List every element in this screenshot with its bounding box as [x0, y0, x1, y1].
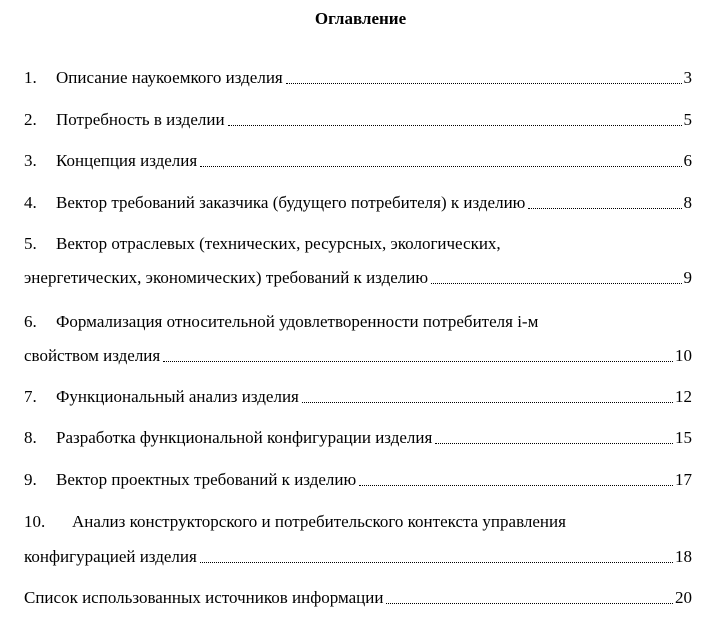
toc-entry-9[interactable]: [24, 469, 692, 491]
page-title: Оглавление: [314, 9, 407, 28]
entry-number: 10.: [24, 512, 46, 531]
entry-page-number: 20: [675, 588, 692, 607]
entry-title: Концепция изделия: [56, 151, 198, 170]
entry-title: Формализация относительной удовлетворенности потребителя i-м: [56, 312, 539, 331]
entry-page-number: 17: [675, 470, 692, 489]
entry-page-number: 3: [683, 68, 692, 87]
entry-title-continuation: свойством изделия: [24, 346, 161, 365]
toc-entry-6-continuation[interactable]: [24, 345, 692, 367]
toc-entry-references[interactable]: [24, 587, 692, 609]
entry-number: 1.: [24, 68, 37, 87]
dot-leader: [163, 360, 673, 362]
toc-entry-6[interactable]: [24, 311, 692, 333]
entry-title: Потребность в изделии: [56, 110, 225, 129]
entry-page-number: 6: [683, 151, 692, 170]
toc-entry-1[interactable]: [24, 67, 692, 89]
dot-leader: [431, 282, 681, 284]
dot-leader: [228, 124, 682, 126]
entry-number: 7.: [24, 387, 37, 406]
entry-page-number: 12: [675, 387, 692, 406]
entry-page-number: 10: [675, 346, 692, 365]
toc-entry-10-continuation[interactable]: [24, 546, 692, 568]
entry-number: 2.: [24, 110, 37, 129]
entry-title: Анализ конструкторского и потребительского контекста управления: [72, 512, 566, 531]
entry-number: 3.: [24, 151, 37, 170]
dot-leader: [200, 561, 673, 563]
toc-entry-7[interactable]: [24, 386, 692, 408]
entry-title-continuation: конфигурацией изделия: [24, 547, 197, 566]
entry-title: Вектор отраслевых (технических, ресурсных, экологических,: [56, 234, 501, 253]
entry-title: Вектор требований заказчика (будущего потребителя) к изделию: [56, 193, 526, 212]
entry-number: 6.: [24, 312, 37, 331]
entry-page-number: 8: [683, 193, 692, 212]
dot-leader: [200, 165, 681, 167]
entry-number: 8.: [24, 428, 37, 447]
entry-title: Вектор проектных требований к изделию: [56, 470, 357, 489]
entry-title: Разработка функциональной конфигурации изделия: [56, 428, 433, 447]
toc-entry-3[interactable]: [24, 150, 692, 172]
dot-leader: [286, 82, 682, 84]
toc-entry-5[interactable]: [24, 233, 692, 255]
toc-entry-8[interactable]: [24, 427, 692, 449]
toc-entry-2[interactable]: [24, 109, 692, 131]
toc-entry-4[interactable]: [24, 192, 692, 214]
entry-title: Описание наукоемкого изделия: [56, 68, 283, 87]
dot-leader: [528, 207, 681, 209]
dot-leader: [386, 602, 673, 604]
entry-page-number: 9: [683, 268, 692, 287]
toc-entry-10[interactable]: [24, 511, 692, 533]
dot-leader: [435, 442, 673, 444]
entry-number: 4.: [24, 193, 37, 212]
entry-number: 5.: [24, 234, 37, 253]
entry-number: 9.: [24, 470, 37, 489]
dot-leader: [359, 484, 673, 486]
entry-page-number: 18: [675, 547, 692, 566]
dot-leader: [302, 401, 673, 403]
entry-title-continuation: энергетических, экономических) требований к изделию: [24, 268, 429, 287]
entry-page-number: 15: [675, 428, 692, 447]
toc-entry-5-continuation[interactable]: [24, 267, 692, 289]
entry-title: Список использованных источников информации: [24, 588, 384, 607]
entry-page-number: 5: [683, 110, 692, 129]
entry-title: Функциональный анализ изделия: [56, 387, 299, 406]
